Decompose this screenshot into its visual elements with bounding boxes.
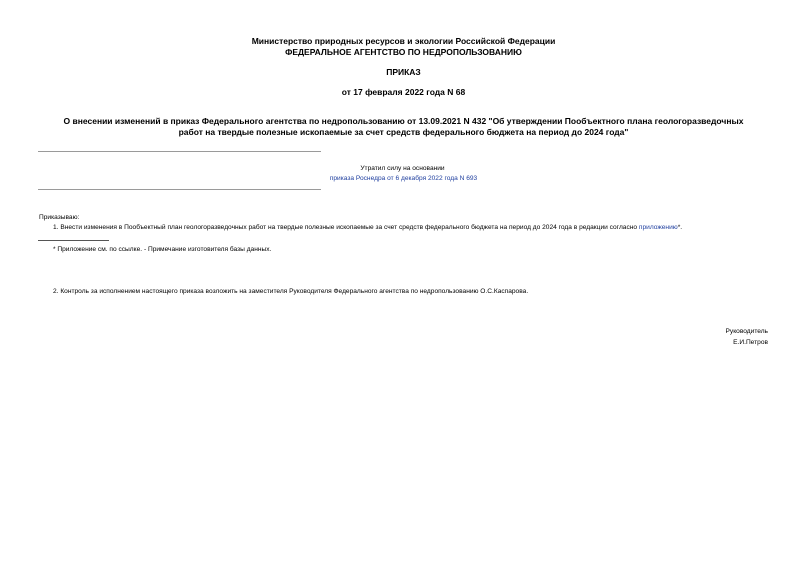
document-title-line-2: работ на твердые полезные ископаемые за счет средств федерального бюджета на период до 2024 года": [178, 127, 629, 137]
order-item-1: [53, 223, 682, 232]
status-basis-link[interactable]: приказа Роснедра от 6 декабря 2022 года N 693: [329, 175, 478, 182]
document-title-line-1: О внесении изменений в приказ Федерального агентства по недропользованию от 13.09.2021 N 432 "Об утверждении Пообъектного плана геологоразведочных: [63, 116, 744, 126]
order-item-1-text: 1. Внести изменения в Пообъектный план геологоразведочных работ на твердые полезные ископаемые за счет средств федерального бюджета на период до 2024 года в редакции согласно: [53, 224, 638, 231]
agency-name: ФЕДЕРАЛЬНОЕ АГЕНТСТВО ПО НЕДРОПОЛЬЗОВАНИЮ: [285, 47, 522, 57]
order-item-2: 2. Контроль за исполнением настоящего приказа возложить на заместителя Руководителя Федерального агентства по недропользованию О.С.Каспарова.: [53, 288, 529, 295]
appendix-link[interactable]: приложению: [638, 224, 678, 231]
status-invalid-text: Утратил силу на основании: [360, 165, 445, 172]
ministry-name: Министерство природных ресурсов и экологии Российской Федерации: [251, 36, 556, 46]
order-word: Приказываю:: [39, 214, 80, 221]
status-bottom-rule: [38, 189, 321, 190]
signature-position: Руководитель: [725, 328, 768, 335]
document-type: ПРИКАЗ: [386, 67, 421, 77]
footnote-mark: *.: [677, 224, 683, 231]
status-top-rule: [38, 151, 321, 152]
signature-name: Е.И.Петров: [733, 339, 768, 346]
footnote-rule: [38, 240, 109, 241]
footnote-text: * Приложение см. по ссылке. - Примечание изготовителя базы данных.: [53, 246, 272, 253]
document-date-number: от 17 февраля 2022 года N 68: [341, 87, 466, 97]
